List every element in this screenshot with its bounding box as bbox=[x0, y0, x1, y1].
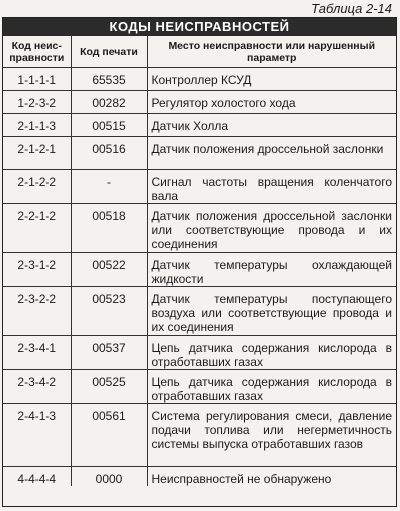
fault-code-cell: 2-3-4-1 bbox=[3, 336, 71, 370]
print-code-cell: 00518 bbox=[71, 204, 147, 253]
fault-code-cell: 2-1-2-1 bbox=[3, 137, 71, 170]
fault-code-cell: 2-3-4-2 bbox=[3, 370, 71, 404]
table-row bbox=[3, 68, 396, 91]
description-cell: Датчик положения дроссельной заслонки или соответствующие провода и их соединения bbox=[147, 204, 396, 253]
description-cell: Датчик температуры охлаждающей жидкости bbox=[147, 253, 396, 287]
description-cell: Регулятор холостого хода bbox=[147, 91, 396, 114]
description-cell: Цепь датчика содержания кислорода в отработавших газах bbox=[147, 336, 396, 370]
table-row bbox=[3, 467, 396, 487]
description-cell: Система регулирования смеси, давление подачи топлива или негерметичность системы выпуска отработавших газов bbox=[147, 404, 396, 467]
print-code-cell: 00522 bbox=[71, 253, 147, 287]
header-row bbox=[3, 36, 396, 68]
header-print-code: Код печати bbox=[71, 36, 147, 68]
print-code-cell: 00537 bbox=[71, 336, 147, 370]
print-code-cell: 65535 bbox=[71, 68, 147, 91]
description-cell: Датчик температуры поступающего воздуха или соответствующие провода и их соединения bbox=[147, 287, 396, 336]
fault-code-cell: 2-1-2-2 bbox=[3, 170, 71, 204]
print-code-cell: 00516 bbox=[71, 137, 147, 170]
header-description: Место неисправности или нарушенный параметр bbox=[147, 36, 396, 68]
table-row bbox=[3, 287, 396, 336]
table-caption: Таблица 2-14 bbox=[311, 1, 392, 16]
fault-code-cell: 2-1-1-3 bbox=[3, 114, 71, 137]
description-cell: Датчик положения дроссельной заслонки bbox=[147, 137, 396, 170]
table-row bbox=[3, 114, 396, 137]
fault-code-cell: 1-2-3-2 bbox=[3, 91, 71, 114]
fault-codes-table bbox=[2, 17, 397, 507]
description-cell: Цепь датчика содержания кислорода в отработавших газах bbox=[147, 370, 396, 404]
table-row bbox=[3, 370, 396, 404]
fault-code-cell: 2-2-1-2 bbox=[3, 204, 71, 253]
print-code-cell: 00561 bbox=[71, 404, 147, 467]
fault-code-cell: 2-3-2-2 bbox=[3, 287, 71, 336]
print-code-cell: 00282 bbox=[71, 91, 147, 114]
table-row bbox=[3, 170, 396, 204]
description-cell: Контроллер КСУД bbox=[147, 68, 396, 91]
print-code-cell: - bbox=[71, 170, 147, 204]
print-code-cell: 00515 bbox=[71, 114, 147, 137]
fault-code-cell: 2-3-1-2 bbox=[3, 253, 71, 287]
table-row bbox=[3, 91, 396, 114]
description-cell: Сигнал частоты вращения коленчатого вала bbox=[147, 170, 396, 204]
table-row bbox=[3, 204, 396, 253]
header-fault-code: Код неис-правности bbox=[3, 36, 71, 68]
table-row bbox=[3, 137, 396, 170]
codes-grid bbox=[3, 36, 396, 486]
print-code-cell: 00525 bbox=[71, 370, 147, 404]
table-row bbox=[3, 253, 396, 287]
table-row bbox=[3, 404, 396, 467]
fault-code-cell: 2-4-1-3 bbox=[3, 404, 71, 467]
table-row bbox=[3, 336, 396, 370]
print-code-cell: 00523 bbox=[71, 287, 147, 336]
table-title: КОДЫ НЕИСПРАВНОСТЕЙ bbox=[3, 18, 396, 36]
description-cell: Датчик Холла bbox=[147, 114, 396, 137]
description-cell: Неисправностей не обнаружено bbox=[147, 467, 396, 487]
fault-code-cell: 4-4-4-4 bbox=[3, 467, 71, 487]
fault-code-cell: 1-1-1-1 bbox=[3, 68, 71, 91]
print-code-cell: 0000 bbox=[71, 467, 147, 487]
